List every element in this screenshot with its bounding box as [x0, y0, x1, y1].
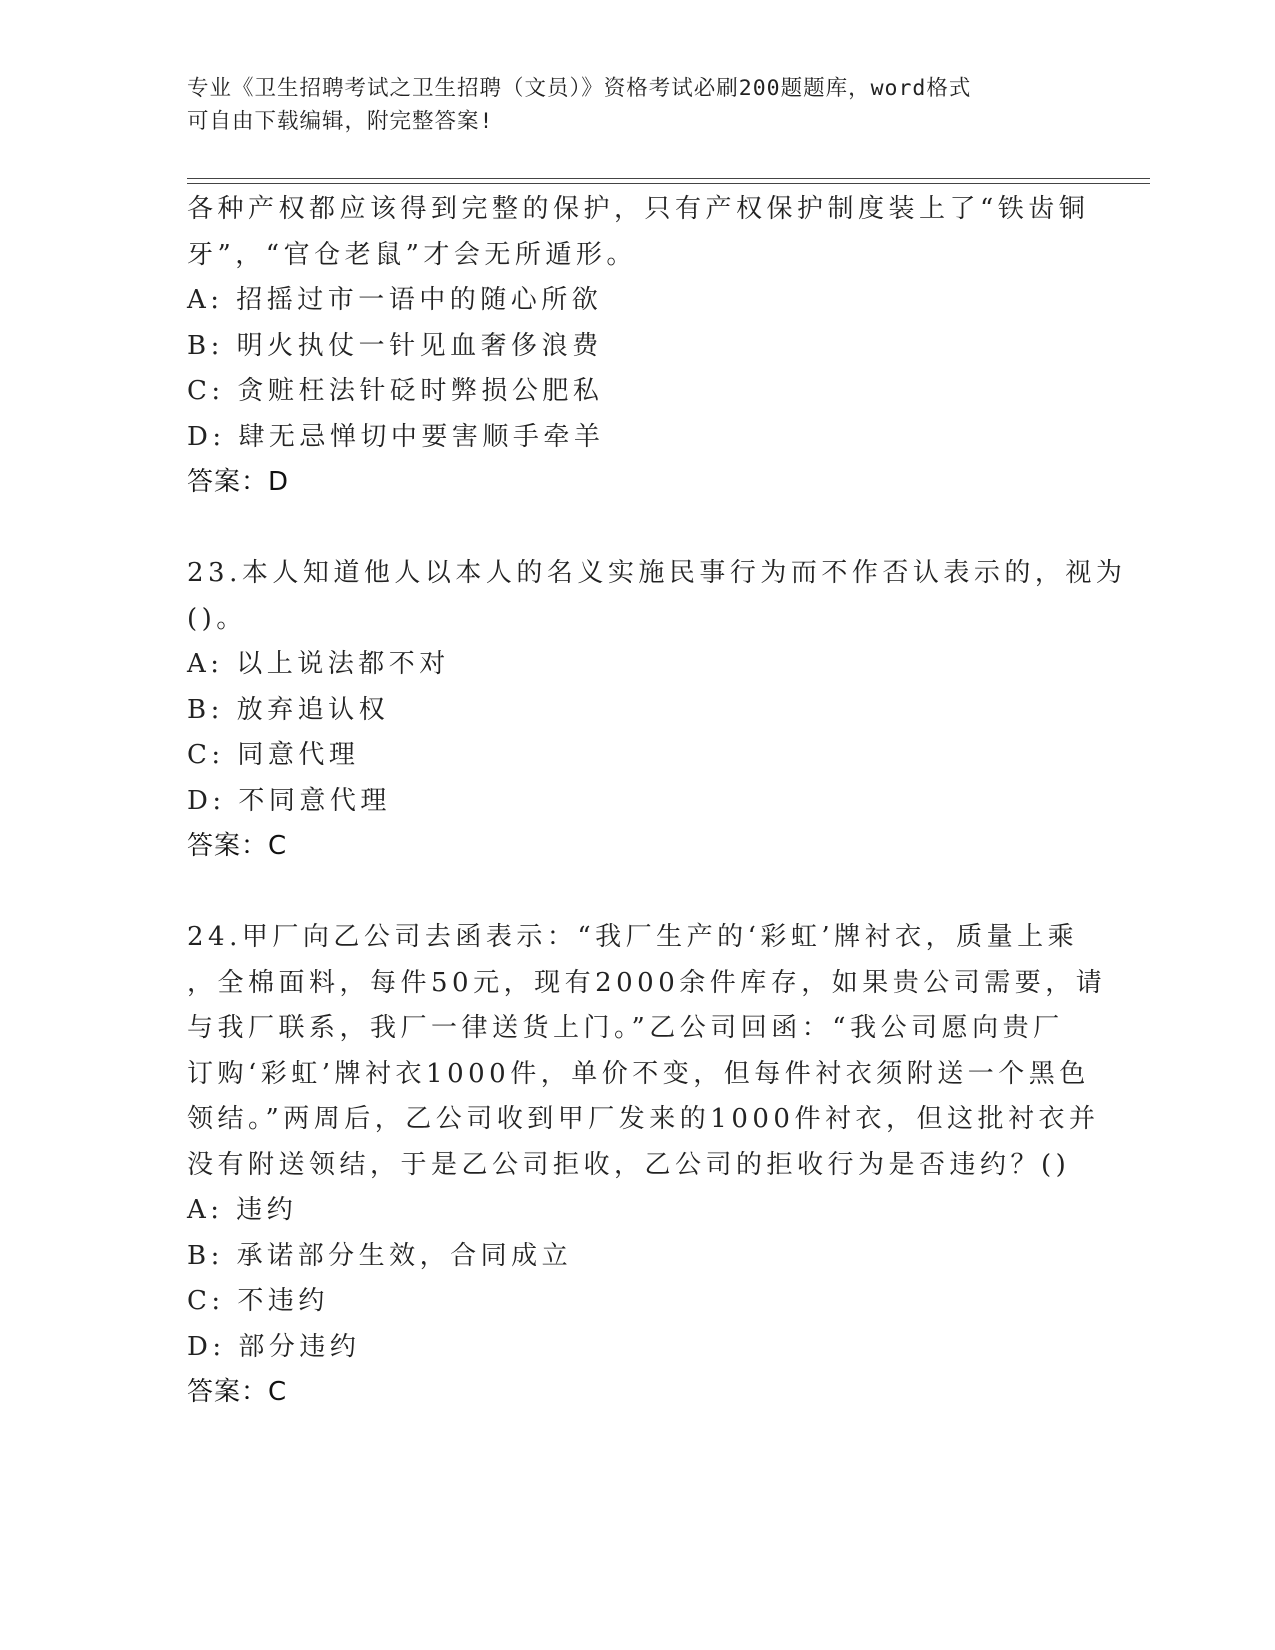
question-23-answer: 答案：C	[187, 831, 288, 861]
question-spacer	[187, 506, 1087, 552]
question-24-option-c: C: 不违约	[187, 1286, 329, 1316]
question-24-text-line-6: 没有附送领结，于是乙公司拒收，乙公司的拒收行为是否违约？()	[187, 1149, 1071, 1180]
question-spacer	[187, 870, 1087, 916]
header-divider-bottom	[187, 183, 1150, 184]
question-22	[187, 187, 1090, 506]
question-23-option-d: D: 不同意代理	[187, 785, 391, 816]
question-22-option-b: B: 明火执仗一针见血奢侈浪费	[187, 330, 603, 361]
question-24-option-b: B: 承诺部分生效，合同成立	[187, 1240, 573, 1271]
question-23-option-b: B: 放弃追认权	[187, 694, 390, 725]
header-line-2: 可自由下载编辑，附完整答案!	[187, 109, 494, 134]
question-24-option-d: D: 部分违约	[187, 1331, 361, 1362]
question-24-text-line-3: 与我厂联系，我厂一律送货上门。”乙公司回函：“我公司愿向贵厂	[187, 1013, 1064, 1043]
question-22-text-line-2: 牙”，“官仓老鼠”才会无所遁形。	[187, 239, 637, 270]
header-divider-top	[187, 178, 1150, 179]
question-22-option-a: A: 招摇过市一语中的随心所欲	[187, 285, 603, 315]
question-24-text-line-2: ，全棉面料，每件50元，现有2000余件库存，如果贵公司需要，请	[187, 967, 1107, 998]
header-line-1: 专业《卫生招聘考试之卫生招聘（文员）》资格考试必刷200题题库，word格式	[187, 76, 972, 101]
question-23-option-a: A: 以上说法都不对	[187, 649, 450, 679]
question-23-text-line-1: 23.本人知道他人以本人的名义实施民事行为而不作否认表示的，视为	[187, 558, 1127, 588]
question-24-option-a: A: 违约	[187, 1195, 298, 1225]
question-23-option-c: C: 同意代理	[187, 740, 360, 770]
question-24-answer: 答案：C	[187, 1377, 288, 1407]
question-22-option-d: D: 肆无忌惮切中要害顺手牵羊	[187, 421, 605, 452]
question-23	[187, 551, 1127, 870]
document-header	[187, 72, 1067, 138]
question-22-answer: 答案：D	[187, 467, 290, 497]
question-24	[187, 915, 1107, 1416]
question-24-text-line-1: 24.甲厂向乙公司去函表示：“我厂生产的‘彩虹’牌衬衣，质量上乘	[187, 922, 1079, 952]
question-23-text-line-2: ()。	[187, 603, 247, 634]
question-24-text-line-4: 订购‘彩虹’牌衬衣1000件，单价不变，但每件衬衣须附送一个黑色	[187, 1058, 1090, 1089]
question-list	[187, 187, 1127, 1416]
question-22-text-line-1: 各种产权都应该得到完整的保护，只有产权保护制度装上了“铁齿铜	[187, 194, 1090, 224]
question-24-text-line-5: 领结。”两周后，乙公司收到甲厂发来的1000件衬衣，但这批衬衣并	[187, 1104, 1100, 1134]
question-22-option-c: C: 贪赃枉法针砭时弊损公肥私	[187, 376, 604, 406]
